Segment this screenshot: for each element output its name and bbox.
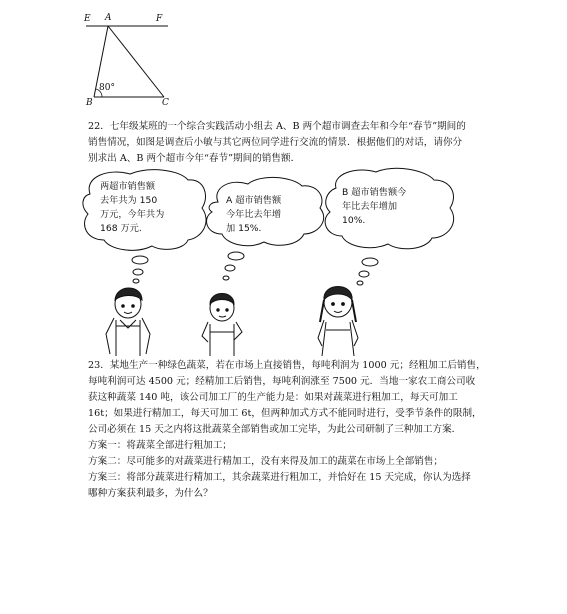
bubble-3-line: B 超市销售额今	[342, 187, 407, 198]
q23-line-4: 16t；如果进行精加工，每天可加工 6t，但两种加式方式不能同时进行，受季节条件的限制，	[88, 408, 482, 419]
q23-line-5: 公司必须在 15 天之内将这批蔬菜全部销售或加工完毕，为此公司研制了三种加工方案．	[88, 424, 462, 435]
label-e: E	[84, 14, 91, 24]
label-a: A	[105, 13, 112, 23]
bubble-2-text	[226, 194, 322, 236]
q23-question: 哪种方案获利最多，为什么？	[88, 488, 213, 499]
triangle-diagram	[80, 8, 180, 112]
q23-plan-3: 方案三：将部分蔬菜进行精加工，其余蔬菜进行粗加工，并恰好在 15 天完成，你认为选择	[88, 472, 471, 483]
q22-line-2: 销售情况，如图是调查后小敏与其它两位同学进行交流的情景．根据他们的对话，请你分	[88, 137, 463, 148]
bubble-2-line: 今年比去年增	[226, 209, 282, 220]
bubble-3-line: 10%.	[342, 215, 366, 226]
q22-line-3: 别求出 A、B 两个超市今年“春节”期间的销售额．	[88, 153, 301, 164]
q23-line-3: 获这种蔬菜 140 吨，该公司加工厂的生产能力是：如果对蔬菜进行粗加工，每天可加工	[88, 392, 458, 403]
child-figure-2	[202, 294, 242, 357]
label-b: B	[86, 98, 93, 108]
bubble-1-line: 万元，今年共为	[100, 209, 165, 220]
label-f: F	[156, 14, 163, 24]
child-figure-1	[106, 288, 150, 356]
bubble-3-line: 年比去年增加	[342, 201, 398, 212]
bubble-2-line: 加 15%.	[226, 223, 262, 234]
q23-plan-2: 方案二：尽可能多的对蔬菜进行精加工，没有来得及加工的蔬菜在市场上全部销售；	[88, 456, 443, 467]
triangle-figure	[80, 8, 180, 112]
angle-label: 80°	[99, 83, 115, 93]
bubble-1-line: 两超市销售额	[100, 181, 156, 192]
bubble-1-line: 168 万元.	[100, 223, 142, 234]
label-c: C	[162, 98, 169, 108]
bubble-1-text	[100, 180, 200, 236]
bubble-1-line: 去年共为 150	[100, 195, 158, 206]
dialogue-illustration	[80, 166, 480, 356]
child-figure-3	[318, 287, 358, 357]
q22-line-1: 22．七年级某班的一个综合实践活动小组去 A、B 两个超市调查去年和今年“春节”期间的	[88, 121, 466, 132]
bubble-2-line: A 超市销售额	[226, 195, 282, 206]
q23-line-2: 每吨利润可达 4500 元；经精加工后销售，每吨利润涨至 7500 元．当地一家农工商公司收	[88, 376, 476, 387]
q23-line-1: 23．某地生产一种绿色蔬菜，若在市场上直接销售，每吨利润为 1000 元；经粗加工后销售，	[88, 360, 486, 371]
bubble-3-text	[342, 186, 442, 228]
q23-plan-1: 方案一：将蔬菜全部进行粗加工；	[88, 440, 232, 451]
